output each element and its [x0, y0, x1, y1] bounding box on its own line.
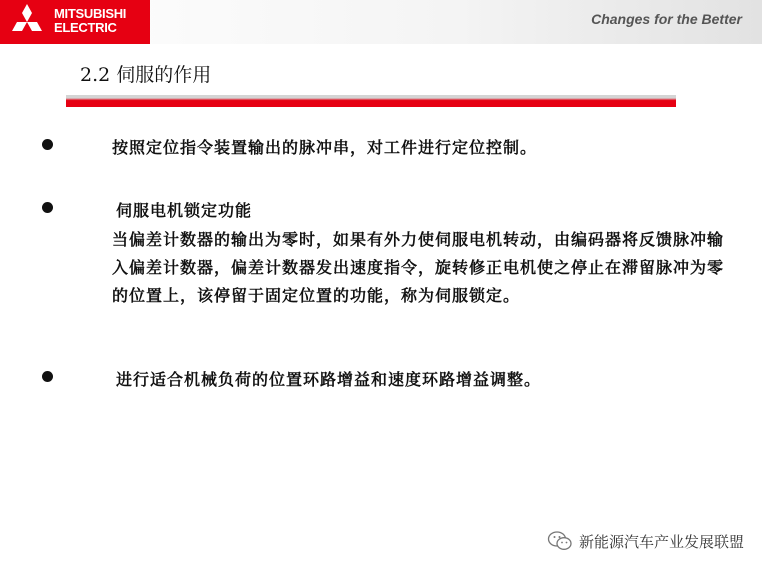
watermark [547, 530, 744, 552]
title-underline-bar [66, 95, 676, 107]
bullet-detail-2: 当偏差计数器的输出为零时，如果有外力使伺服电机转动，由编码器将反馈脉冲输入偏差计数器，偏差计数器发出速度指令，旋转修正电机使之停止在滞留脉冲为零的位置上，该停留于固定位置的功能，称为伺服锁定。 [112, 230, 725, 305]
logo-line2: ELECTRIC [54, 20, 117, 35]
bullet-text-3: 进行适合机械负荷的位置环路增益和速度环路增益调整。 [116, 370, 542, 389]
bullet-text-1: 按照定位指令装置输出的脉冲串，对工件进行定位控制。 [112, 138, 538, 157]
bullet-text-2: 伺服电机锁定功能 [116, 201, 253, 220]
logo-text [54, 7, 126, 35]
slogan: Changes for the Better [591, 11, 742, 27]
bullet-dot-1 [42, 139, 53, 150]
bullet-dot-2 [42, 202, 53, 213]
header-bar [0, 0, 762, 44]
logo-line1: MITSUBISHI [54, 6, 127, 21]
slide-title: 2.2 伺服的作用 [80, 64, 212, 86]
wechat-icon [547, 530, 573, 552]
company-logo [0, 0, 150, 44]
three-diamonds-icon [6, 3, 48, 41]
bullet-dot-3 [42, 371, 53, 382]
watermark-text: 新能源汽车产业发展联盟 [578, 532, 744, 551]
